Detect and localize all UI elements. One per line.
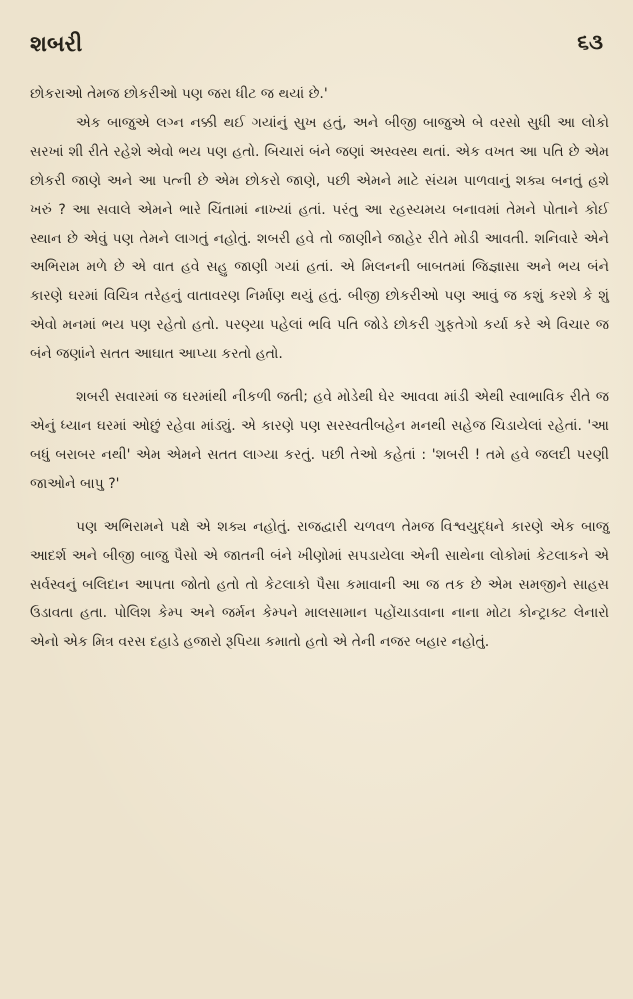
paragraph-continued: છોકરાઓ તેમજ છોકરીઓ પણ જરા ધીટ જ થયાં છે.': [30, 86, 328, 102]
page-number: ૬૩: [577, 30, 603, 54]
paragraph: શબરી સવારમાં જ ઘરમાંથી નીકળી જતી; હવે મોડેથી ઘેર આવવા માંડી એથી સ્વાભાવિક રીતે જ એનું ધ્યાન ઘરમાં ઓછું રહેવા માંડ્યું. એ કારણે પણ સરસ્વતીબહેન મનથી સહેજ ચિડાયેલાં રહેતાં. 'આ બધું બરાબર નથી' એમ એમને સતત લાગ્યા કરતું. પછી તેઓ કહેતાં : 'શબરી ! તમે હવે જલદી પરણી જાઓને બાપુ ?': [30, 389, 609, 492]
paragraph: એક બાજુએ લગ્ન નક્કી થઈ ગયાંનું સુખ હતું, અને બીજી બાજુએ બે વરસો સુધી આ લોકો સરખાં શી રીતે રહેશે એવો ભય પણ હતો. બિચારાં બંને જણાં અસ્વસ્થ થતાં. એક વખત આ પતિ છે એમ છોકરી જાણે અને આ પત્ની છે એમ છોકરો જાણે, પછી એમને માટે સંયમ પાળવાનું શક્ય બનતું હશે ખરું ? આ સવાલે એમને ભારે ચિંતામાં નાખ્યાં હતાં. પરંતુ આ રહસ્યમય બનાવમાં તેમને પોતાને કોઈ સ્થાન છે એવું પણ તેમને લાગતું નહોતું. શબરી હવે તો જાણીને જાહેર રીતે મોડી આવતી. શનિવારે એને અભિરામ મળે છે એ વાત હવે સહુ જાણી ગયાં હતાં. એ મિલનની બાબતમાં જિજ્ઞાસા અને ભય બંને કારણે ઘરમાં વિચિત્ર તરેહનું વાતાવરણ નિર્માણ થયું હતું. બીજી છોકરીઓ પણ આવું જ કશું કરશે કે શું એવો મનમાં ભય પણ રહેતો હતો. પરણ્યા પહેલાં ભવિ પતિ જોડે છોકરી ગુફતેગો કર્યા કરે એ વિચાર જ બંને જણાંને સતત આઘાત આપ્યા કરતો હતો.: [30, 114, 609, 363]
paragraph: પણ અભિરામને પક્ષે એ શક્ય નહોતું. રાજદ્વારી ચળવળ તેમજ વિશ્વયુદ્ધને કારણે એક બાજુ આદર્શ અને બીજી બાજુ પૈસો એ જાતની બંને ખીણોમાં સપડાયેલા એની સાથેના લોકોમાં કેટલાકને એ સર્વસ્વનું બલિદાન આપતા જોતો હતો તો કેટલાકો પૈસા કમાવાની આ જ તક છે એમ સમજીને સાહસ ઉડાવતા હતા. પોલિશ કેમ્પ અને જર્મન કેમ્પને માલસામાન પહોંચાડવાના નાના મોટા કોન્ટ્રાક્ટ લેનારો એનો એક મિત્ર વરસ દહાડે હજારો રૂપિયા કમાતો હતો એ તેની નજર બહાર નહોતું.: [30, 518, 609, 651]
page-header: [30, 26, 603, 66]
body-text: [30, 80, 609, 657]
running-title: શબરી: [30, 32, 83, 57]
